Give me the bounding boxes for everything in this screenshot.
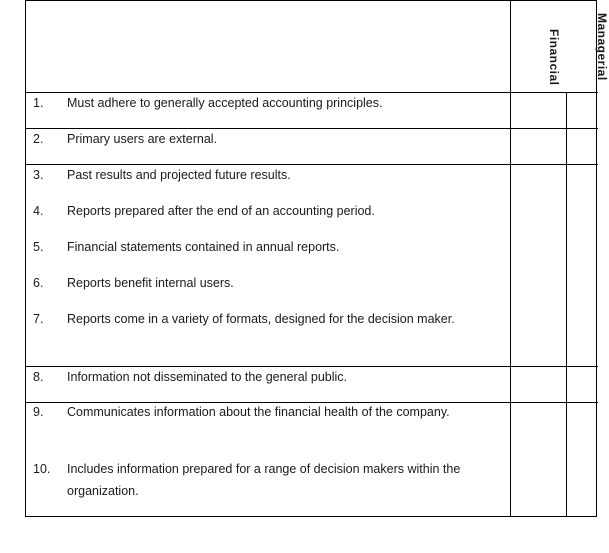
- statement-text: Primary users are external.: [67, 132, 218, 146]
- classification-table: [25, 0, 609, 517]
- statement-text: Reports come in a variety of formats, designed for the decision maker.: [67, 312, 455, 326]
- header-managerial: Managerial: [595, 13, 609, 81]
- statement-text: Communicates information about the financial health of the company.: [67, 405, 450, 419]
- statement-text: Past results and projected future results.: [67, 168, 291, 182]
- statement-number: 4.: [33, 204, 44, 218]
- statement-text: Reports benefit internal users.: [67, 276, 234, 290]
- statement-number: 5.: [33, 240, 44, 254]
- statement-text: Financial statements contained in annual reports.: [67, 240, 340, 254]
- statement-text: Information not disseminated to the general public.: [67, 370, 348, 384]
- statement-number: 2.: [33, 132, 44, 146]
- statement-text: Includes information prepared for a range of decision makers within the organization.: [67, 462, 461, 498]
- statement-number: 10.: [33, 462, 51, 476]
- statement-text: Must adhere to generally accepted accounting principles.: [67, 96, 383, 110]
- statement-text: Reports prepared after the end of an accounting period.: [67, 204, 375, 218]
- column-divider: [510, 1, 511, 516]
- column-divider: [566, 93, 567, 516]
- statement-number: 8.: [33, 370, 44, 384]
- header-financial: Financial: [547, 29, 561, 86]
- statement-number: 9.: [33, 405, 44, 419]
- statement-number: 3.: [33, 168, 44, 182]
- statement-number: 1.: [33, 96, 44, 110]
- statement-number: 6.: [33, 276, 44, 290]
- statement-number: 7.: [33, 312, 44, 326]
